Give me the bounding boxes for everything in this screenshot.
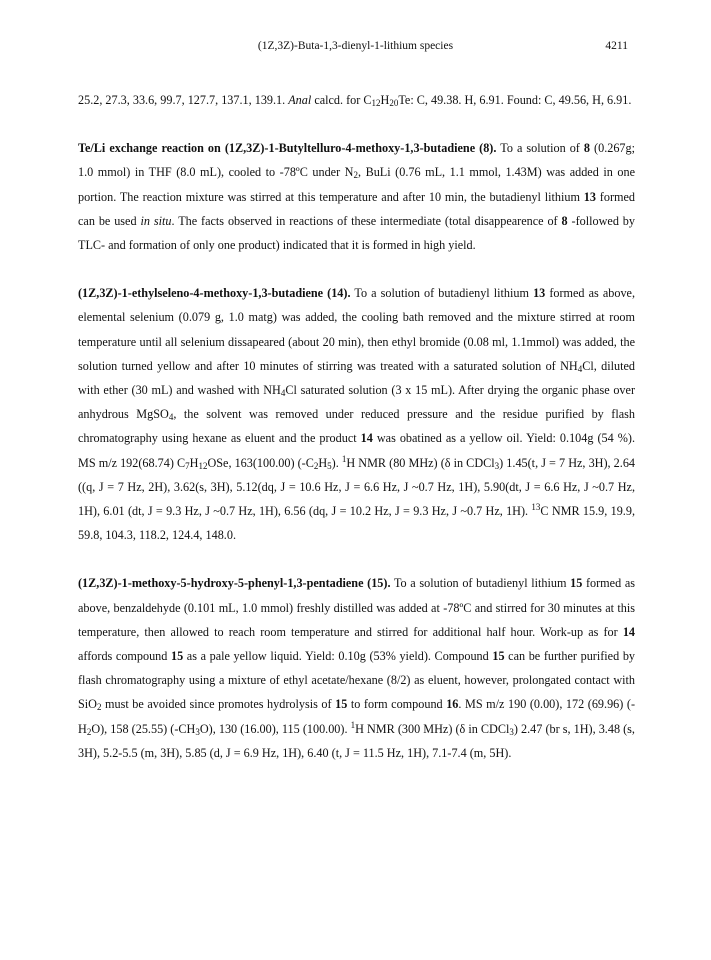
paragraph-compound-14: (1Z,3Z)-1-ethylseleno-4-methoxy-1,3-butadiene (14). To a solution of butadienyl lithium 13 formed as above, elemental selenium (0.079 g, 1.0 matg) was added, the cooling bath removed and the mixture stirred at room temperature until all selenium dissapeared (about 20 min), then ethyl bromide (0.08 ml, 1.1mmol) was added, the solution turned yellow and after 10 minutes of stirring was treated with a saturated solution of $NH_4Cl$, diluted with ether (30 mL) and washed with $NH_4Cl$ saturated solution (3 x 15 mL). After drying the organic phase over anhydrous MgSO$_4$, the solvent was removed under reduced pressure and the residue purified by flash chromatography using hexane as eluent and the product 14 was obatined as a yellow oil. Yield: 0.104g (54 %). MS m/z 192(68.74) $C_7H_{12}OSe$, 163(100.00) $(-C_2H_5)$. $^1$H NMR (80 MHz) (δ in CDCl$_3$) 1.45(t, J = 7 Hz, 3H), 2.64 ((q, J = 7 Hz, 2H), 3.62(s, 3H), 5.12(dq, J = 10.6 Hz, J = 6.6 Hz, J ~0.7 Hz, 1H), 5.90(dt, J = 6.6 Hz, J ~0.7 Hz, 1H), 6.01 (dt, J = 9.3 Hz, J ~0.7 Hz, 1H), 6.56 (dq, J = 10.2 Hz, J = 9.3 Hz, J ~0.7 Hz, 1H). $^{13}$C NMR 15.9, 19.9, 59.8, 104.3, 118.2, 124.4, 148.0.: [78, 286, 636, 543]
running-title: (1Z,3Z)-Buta-1,3-dienyl-1-lithium species: [257, 40, 454, 52]
section-title-compound-14: (1Z,3Z)-1-ethylseleno-4-methoxy-1,3-butadiene (14).: [78, 286, 351, 301]
page-number: 4211: [605, 40, 628, 52]
paragraph-analysis-data: 25.2, 27.3, 33.6, 99.7, 127.7, 137.1, 139.1. Anal calcd. for $C_{12}H_{20}Te$: C, 49.38. H, 6.91. Found: C, 49.56, H, 6.91.: [78, 93, 632, 108]
paragraph-te-li-exchange: Te/Li exchange reaction on (1Z,3Z)-1-Butyltelluro-4-methoxy-1,3-butadiene (8). To a solution of 8 (0.267g; 1.0 mmol) in THF (8.0 mL), cooled to -78ºC under $N_2$, BuLi (0.76 mL, 1.1 mmol, 1.43M) was added in one portion. The reaction mixture was stirred at this temperature and after 10 min, the butadienyl lithium 13 formed can be used in situ. The facts observed in reactions of these intermediate (total disappearence of 8 -followed by TLC- and formation of only one product) indicated that it is formed in high yield.: [78, 141, 635, 253]
body-text: [78, 88, 635, 765]
section-title-compound-15: (1Z,3Z)-1-methoxy-5-hydroxy-5-phenyl-1,3-pentadiene (15).: [78, 576, 391, 591]
section-title-te-li-exchange: Te/Li exchange reaction on (1Z,3Z)-1-Butyltelluro-4-methoxy-1,3-butadiene (8).: [78, 141, 497, 156]
paragraph-compound-15: (1Z,3Z)-1-methoxy-5-hydroxy-5-phenyl-1,3-pentadiene (15). To a solution of butadienyl lithium 15 formed as above, benzaldehyde (0.101 mL, 1.0 mmol) freshly distilled was added at -78ºC and stirred for 30 minutes at this temperature, then allowed to reach room temperature and stirred for additional half hour. Work-up as for 14 affords compound 15 as a pale yellow liquid. Yield: 0.10g (53% yield). Compound 15 can be further purified by flash chromatography using a mixture of ethyl acetate/hexane (8/2) as eluent, however, prolongated contact with SiO$_2$ must be avoided since promotes hydrolysis of 15 to form compound 16. MS m/z 190 (0.00), 172 (69.96) $(-H_2O)$, 158 (25.55) $(-CH_3O)$, 130 (16.00), 115 (100.00). $^1$H NMR (300 MHz) (δ in CDCl$_3$) 2.47 (br s, 1H), 3.48 (s, 3H), 5.2-5.5 (m, 3H), 5.85 (d, J = 6.9 Hz, 1H), 6.40 (t, J = 11.5 Hz, 1H), 7.1-7.4 (m, 5H).: [78, 576, 636, 760]
page-header: [0, 40, 711, 58]
